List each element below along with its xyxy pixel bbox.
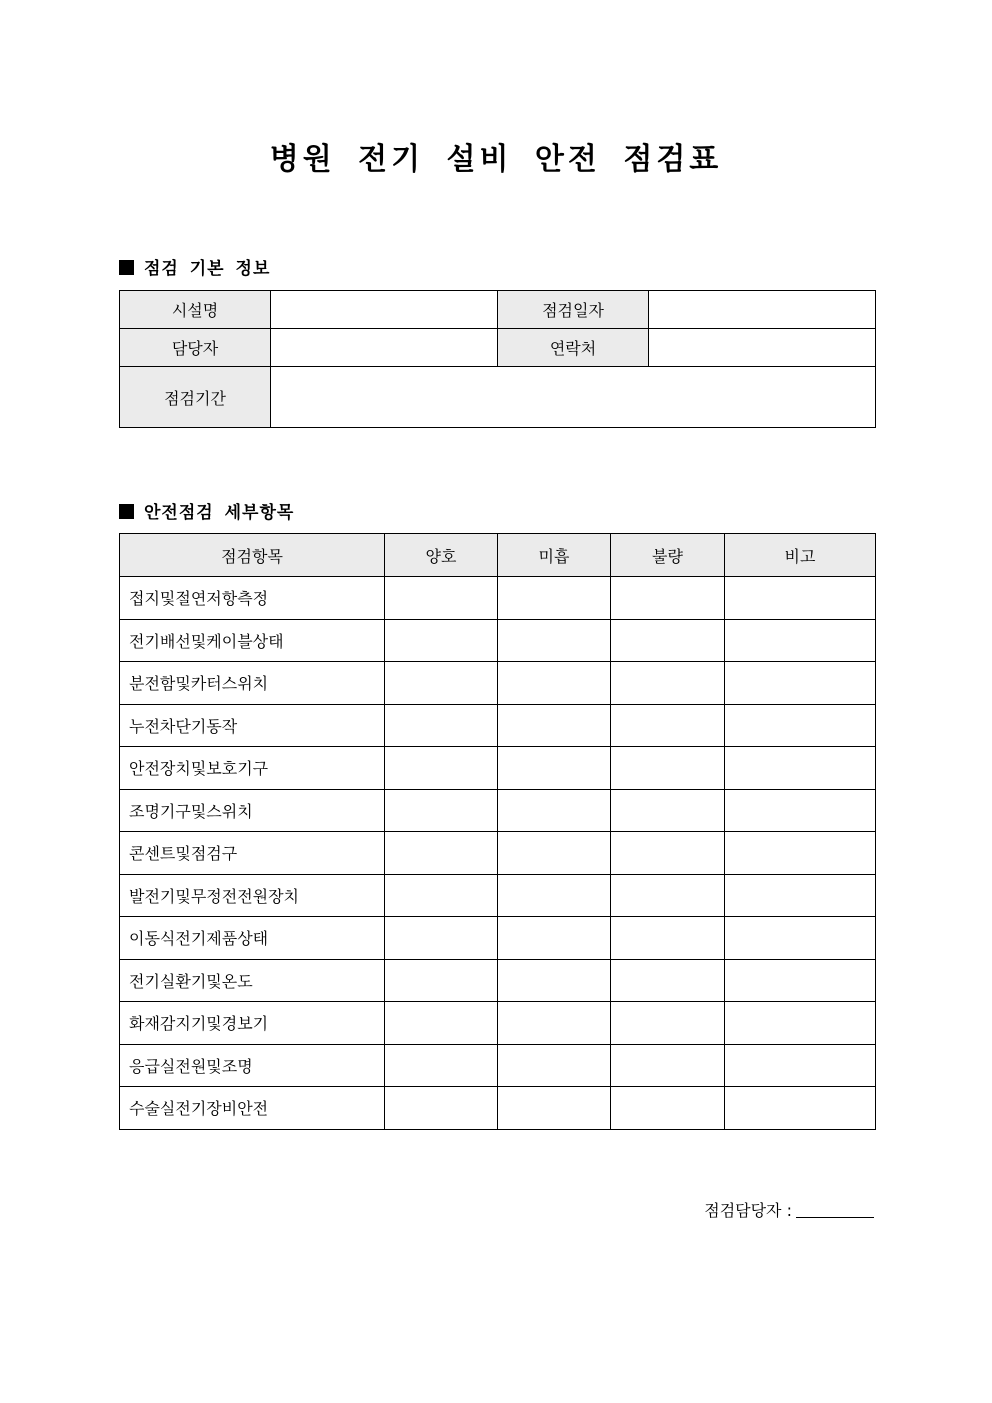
inspection-item-label: 안전장치및보호기구	[120, 747, 385, 790]
bad-cell[interactable]	[611, 662, 725, 705]
inspection-period-label: 점검기간	[120, 367, 271, 428]
note-cell[interactable]	[725, 1002, 876, 1045]
section-heading-text: 점검 기본 정보	[144, 259, 271, 279]
good-cell[interactable]	[385, 959, 498, 1002]
signature-field[interactable]	[796, 1203, 874, 1218]
insufficient-cell[interactable]	[498, 1087, 611, 1130]
insufficient-cell[interactable]	[498, 789, 611, 832]
good-cell[interactable]	[385, 577, 498, 620]
bad-cell[interactable]	[611, 789, 725, 832]
inspector-signature	[704, 1198, 874, 1221]
good-cell[interactable]	[385, 874, 498, 917]
info-row	[120, 329, 876, 367]
bad-cell[interactable]	[611, 619, 725, 662]
info-row	[120, 367, 876, 428]
insufficient-cell[interactable]	[498, 832, 611, 875]
note-cell[interactable]	[725, 577, 876, 620]
inspection-item-label: 이동식전기제품상태	[120, 917, 385, 960]
note-cell[interactable]	[725, 789, 876, 832]
bad-cell[interactable]	[611, 704, 725, 747]
note-cell[interactable]	[725, 874, 876, 917]
good-cell[interactable]	[385, 789, 498, 832]
insufficient-cell[interactable]	[498, 662, 611, 705]
insufficient-cell[interactable]	[498, 747, 611, 790]
facility-name-label: 시설명	[120, 291, 271, 329]
table-row	[120, 874, 876, 917]
column-header-item: 점검항목	[120, 534, 385, 577]
inspection-item-label: 발전기및무정전전원장치	[120, 874, 385, 917]
basic-info-table	[119, 290, 876, 428]
section-heading-basic-info	[119, 254, 270, 279]
insufficient-cell[interactable]	[498, 1002, 611, 1045]
bad-cell[interactable]	[611, 1087, 725, 1130]
table-row	[120, 704, 876, 747]
document-title: 병원 전기 설비 안전 점검표	[269, 142, 723, 177]
square-bullet-icon	[119, 260, 134, 275]
note-cell[interactable]	[725, 832, 876, 875]
table-row	[120, 1002, 876, 1045]
good-cell[interactable]	[385, 1087, 498, 1130]
column-header-good: 양호	[385, 534, 498, 577]
note-cell[interactable]	[725, 662, 876, 705]
bad-cell[interactable]	[611, 917, 725, 960]
inspection-date-field[interactable]	[649, 291, 876, 329]
section-heading-text: 안전점검 세부항목	[144, 503, 295, 523]
column-header-bad: 불량	[611, 534, 725, 577]
table-row	[120, 747, 876, 790]
good-cell[interactable]	[385, 917, 498, 960]
contact-field[interactable]	[649, 329, 876, 367]
good-cell[interactable]	[385, 1002, 498, 1045]
inspection-item-label: 접지및절연저항측정	[120, 577, 385, 620]
note-cell[interactable]	[725, 619, 876, 662]
good-cell[interactable]	[385, 747, 498, 790]
good-cell[interactable]	[385, 619, 498, 662]
good-cell[interactable]	[385, 1044, 498, 1087]
inspection-item-label: 콘센트및점검구	[120, 832, 385, 875]
person-in-charge-label: 담당자	[120, 329, 271, 367]
person-in-charge-field[interactable]	[271, 329, 498, 367]
insufficient-cell[interactable]	[498, 917, 611, 960]
column-header-insufficient: 미흡	[498, 534, 611, 577]
inspection-details-table	[119, 533, 876, 1130]
insufficient-cell[interactable]	[498, 577, 611, 620]
section-heading-details	[119, 498, 294, 523]
inspection-period-field[interactable]	[271, 367, 876, 428]
note-cell[interactable]	[725, 704, 876, 747]
inspection-item-label: 분전함및카터스위치	[120, 662, 385, 705]
square-bullet-icon	[119, 504, 134, 519]
table-row	[120, 832, 876, 875]
table-row	[120, 619, 876, 662]
bad-cell[interactable]	[611, 832, 725, 875]
table-row	[120, 1044, 876, 1087]
signature-label: 점검담당자 :	[704, 1201, 792, 1220]
note-cell[interactable]	[725, 747, 876, 790]
bad-cell[interactable]	[611, 577, 725, 620]
bad-cell[interactable]	[611, 874, 725, 917]
bad-cell[interactable]	[611, 747, 725, 790]
note-cell[interactable]	[725, 959, 876, 1002]
column-header-note: 비고	[725, 534, 876, 577]
note-cell[interactable]	[725, 1087, 876, 1130]
note-cell[interactable]	[725, 1044, 876, 1087]
inspection-item-label: 조명기구및스위치	[120, 789, 385, 832]
table-row	[120, 577, 876, 620]
table-row	[120, 662, 876, 705]
contact-label: 연락처	[498, 329, 649, 367]
good-cell[interactable]	[385, 832, 498, 875]
table-header-row	[120, 534, 876, 577]
facility-name-field[interactable]	[271, 291, 498, 329]
good-cell[interactable]	[385, 704, 498, 747]
note-cell[interactable]	[725, 917, 876, 960]
good-cell[interactable]	[385, 662, 498, 705]
insufficient-cell[interactable]	[498, 619, 611, 662]
insufficient-cell[interactable]	[498, 874, 611, 917]
bad-cell[interactable]	[611, 959, 725, 1002]
inspection-item-label: 전기실환기및온도	[120, 959, 385, 1002]
inspection-item-label: 응급실전원및조명	[120, 1044, 385, 1087]
bad-cell[interactable]	[611, 1044, 725, 1087]
table-row	[120, 1087, 876, 1130]
table-row	[120, 959, 876, 1002]
inspection-date-label: 점검일자	[498, 291, 649, 329]
bad-cell[interactable]	[611, 1002, 725, 1045]
insufficient-cell[interactable]	[498, 1044, 611, 1087]
info-row	[120, 291, 876, 329]
insufficient-cell[interactable]	[498, 704, 611, 747]
inspection-item-label: 수술실전기장비안전	[120, 1087, 385, 1130]
table-row	[120, 917, 876, 960]
insufficient-cell[interactable]	[498, 959, 611, 1002]
inspection-item-label: 전기배선및케이블상태	[120, 619, 385, 662]
inspection-item-label: 화재감지기및경보기	[120, 1002, 385, 1045]
table-row	[120, 789, 876, 832]
inspection-item-label: 누전차단기동작	[120, 704, 385, 747]
